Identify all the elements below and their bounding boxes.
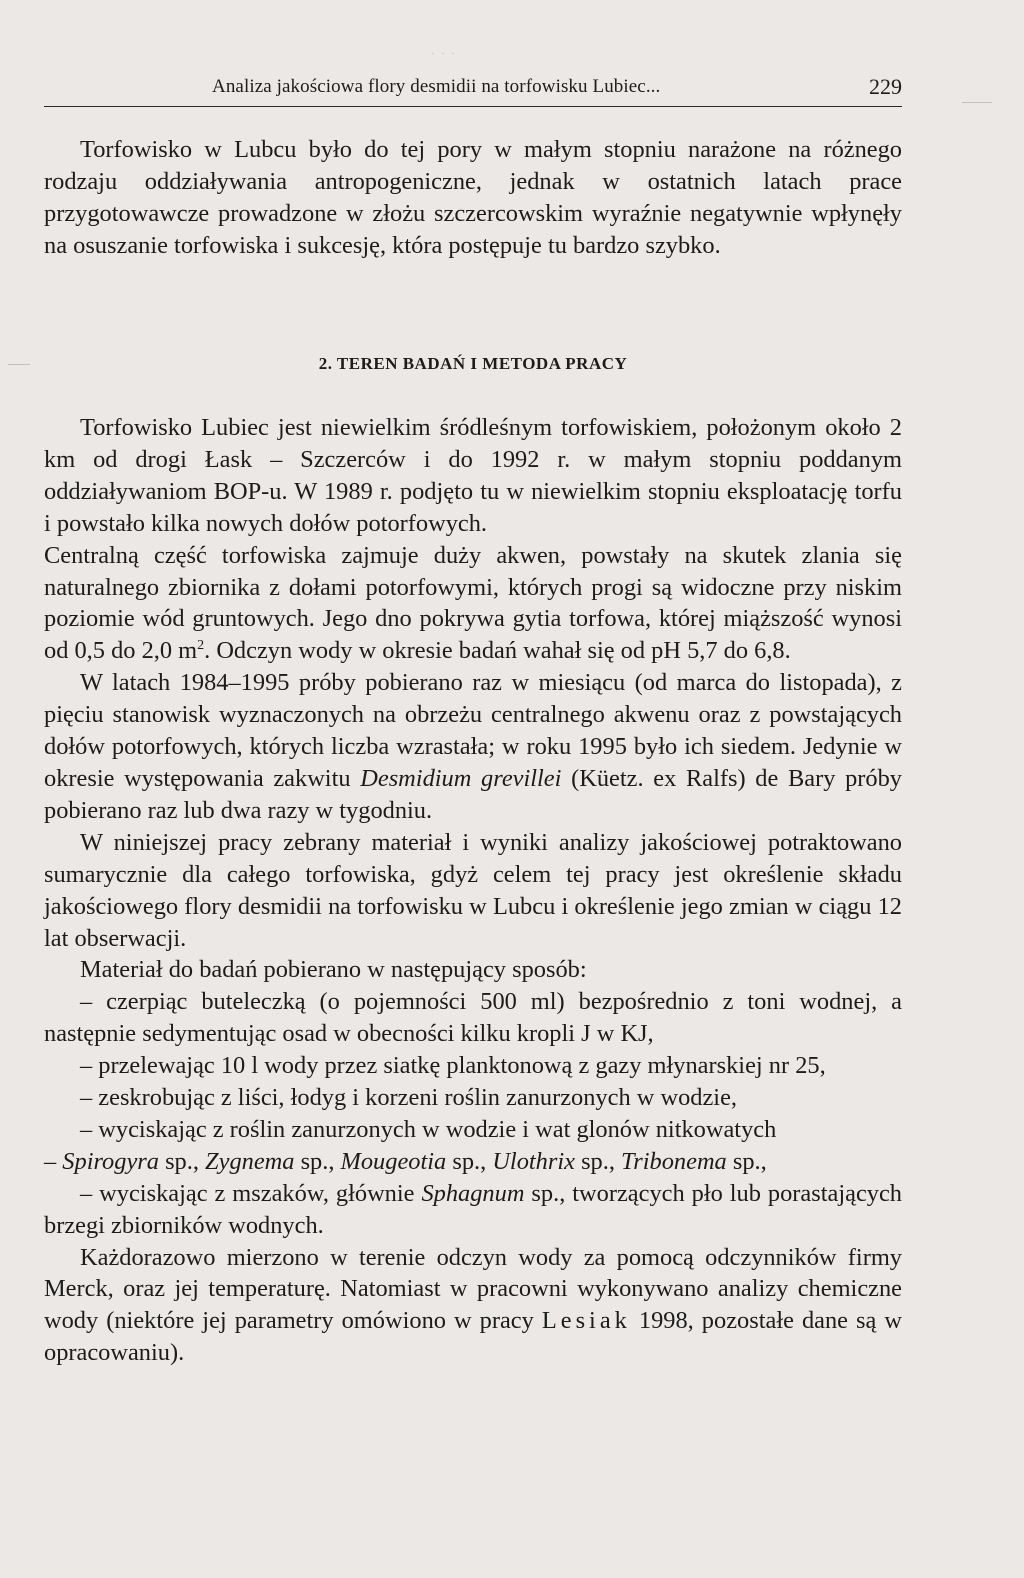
superscript: 2 (197, 638, 205, 654)
method-item-5 (44, 1178, 902, 1242)
genus-name: Mougeotia (340, 1147, 447, 1175)
page-number: 229 (869, 74, 902, 99)
method-item-4 (44, 1114, 902, 1178)
paragraph-measurements-text-end: 1998, pozostałe dane są w opracowaniu). (44, 1307, 902, 1367)
method-item-1: – czerpiąc buteleczką (o pojemności 500 ml) bezpośrednio z toni wodnej, a następnie sedymentując osad w obecności kilku kropli J w KJ, (44, 988, 902, 1048)
genus-name: Zygnema (205, 1147, 295, 1175)
paragraph-measurements (44, 1242, 902, 1370)
method-item-3: – zeskrobując z liści, łodyg i korzeni roślin zanurzonych w wodzie, (80, 1084, 737, 1112)
paragraph-measurements-text: Każdorazowo mierzono w terenie odczyn wody za pomocą odczynników firmy Merck, oraz jej temperaturę. Natomiast w pracowni wykonywano analizy chemiczne wody (niektóre jej parametry omówiono w pracy (44, 1243, 902, 1335)
intro-paragraph-block (44, 134, 902, 262)
paragraph-scope: W niniejszej pracy zebrany materiał i wyniki analizy jakościowej potraktowano sumarycznie dla całego torfowiska, gdyż celem tej pracy jest określenie składu jakościowego flory desmidii na torfowisku w Lubcu i określenie jego zmian w ciągu 12 lat obserwacji. (44, 828, 902, 952)
method-item-5-text: – wyciskając z mszaków, głównie (80, 1179, 422, 1207)
bleed-through: · · · (430, 44, 456, 63)
section-heading: 2. TEREN BADAŃ I METODA PRACY (318, 354, 628, 373)
dash: – (44, 1147, 63, 1175)
paragraph-basin-text: Centralną część torfowiska zajmuje duży akwen, powstały na skutek zlania się naturalnego zbiornika z dołami potorfowymi, których progi są widoczne przy niskim poziomie wód gruntowych. Jego dno pokrywa gytia torfowa, której miąższość wynosi od 0,5 do 2,0 m (44, 541, 902, 665)
method-item-2: – przelewając 10 l wody przez siatkę planktonową z gazy młynarskiej nr 25, (80, 1052, 826, 1080)
paragraph-basin (44, 540, 902, 668)
section-body (44, 412, 902, 1369)
running-head (44, 70, 902, 107)
genus-name: Spirogyra (62, 1147, 159, 1175)
genus-name: Tribonema (621, 1147, 727, 1175)
genus-name: Sphagnum (421, 1179, 525, 1207)
paragraph-sampling-text: W latach 1984–1995 próby pobierano raz w miesiącu (od marca do listopada), z pięciu stanowisk wyznaczonych na obrzeżu centralnego akwenu oraz z powstających dołów potorfowych, których liczba wzrastała; w roku 1995 było ich siedem. Jedynie w okresie występowania zakwitu (44, 669, 902, 792)
separator: sp., (574, 1147, 622, 1175)
paragraph-methods-intro: Materiał do badań pobierano w następujący sposób: (80, 956, 587, 984)
scan-speck (962, 102, 992, 103)
method-item-4-text: – wyciskając z roślin zanurzonych w wodzie i wat glonów nitkowatych (80, 1115, 777, 1143)
separator: sp., (726, 1147, 767, 1175)
genus-name: Ulothrix (492, 1147, 575, 1175)
separator: sp., (446, 1147, 493, 1175)
paragraph-basin-text-end: . Odczyn wody w okresie badań wahał się od pH 5,7 do 6,8. (204, 637, 791, 665)
scan-speck (8, 364, 30, 365)
separator: sp., (158, 1147, 206, 1175)
separator: sp., (294, 1147, 341, 1175)
running-title: Analiza jakościowa flory desmidii na torfowisku Lubiec... (212, 76, 661, 97)
method-item-5-text-end: sp., tworzących pło lub porastających brzegi zbiorników wodnych. (44, 1179, 902, 1239)
intro-paragraph: Torfowisko w Lubcu było do tej pory w małym stopniu narażone na różnego rodzaju oddziaływania antropogeniczne, jednak w ostatnich latach prace przygotowawcze prowadzone w złożu szczercowskim wyraźnie negatywnie wpłynęły na osuszanie torfowiska i sukcesję, która postępuje tu bardzo szybko. (44, 136, 902, 259)
paragraph-site: Torfowisko Lubiec jest niewielkim śródleśnym torfowiskiem, położonym około 2 km od drogi Łask – Szczerców i do 1992 r. w małym stopniu poddanym oddziaływaniom BOP-u. W 1989 r. podjęto tu w niewielkim stopniu eksploatację torfu i powstało kilka nowych dołów potorfowych. (44, 414, 902, 537)
paragraph-sampling (44, 667, 902, 827)
author-name: Lesiak (541, 1307, 631, 1335)
paragraph-sampling-text-end: (Küetz. ex Ralfs) de Bary próby pobierano raz lub dwa razy w tygodniu. (44, 764, 902, 824)
species-name: Desmidium grevillei (360, 764, 562, 792)
